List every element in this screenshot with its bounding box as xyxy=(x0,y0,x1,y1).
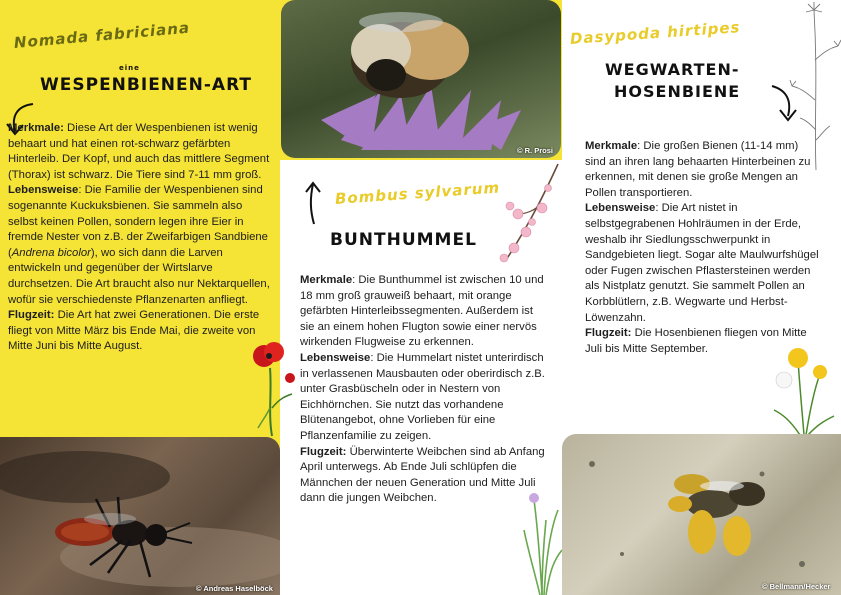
bombus-photo-credit: © R. Prosi xyxy=(517,146,553,155)
dasypoda-lebensweise-text: : Die Art nistet in selbstgegrabenen Hohlräumen in der Erde, weshalb ihr Siedlungsschwerpunkt in Sandgebieten liegt. Sogar alte Maulwurfshügel oder Fugen zwischen Pflastersteinen werden als Nistplatz genutzt. Sie sammelt Pollen an Korbblütlern, z.B. Wegwarte und Herbst-Löwenzahn. xyxy=(585,202,819,324)
dasypoda-title-line1: WEGWARTEN- xyxy=(605,60,740,79)
bumblebee-on-flower-illustration xyxy=(281,0,561,158)
dasypoda-merkmale-text: : Die großen Bienen (11-14 mm) sind an ihren lang behaarten Hinterbeinen zu erkennen, mit denen sie große Mengen an Pollen transportieren. xyxy=(585,140,811,199)
wasp-bee-illustration xyxy=(0,437,280,595)
dasypoda-photo-credit: © Bellmann/Hecker xyxy=(762,582,831,591)
dasypoda-lebensweise-label: Lebensweise xyxy=(585,202,656,215)
nomada-flugzeit-text: Die Art hat zwei Generationen. Die erste fliegt von Mitte März bis Ende Mai, die zweite von Mitte Juni bis Mitte August. xyxy=(8,309,260,353)
poppy-flower-icon xyxy=(250,338,296,438)
bombus-photo xyxy=(281,0,561,158)
dandelion-icon xyxy=(770,340,836,435)
nomada-lebensweise-text-2: ), wo sich dann die Larven entwickeln und gegenüber der Wirtslarve durchsetzen. Die Art braucht also nur Nektarquellen, wofür sie verschiedenste Pflanzenarten anfliegt. xyxy=(8,246,270,306)
bombus-lebensweise-text: : Die Hummelart nistet unterirdisch in verlassenen Mausbauten oder oberirdisch z.B. unter Grasbüscheln oder in Nestern von Eichhörnchen. Sie nutzt das vorhandene Blütenangebot, ohne Vorlieben für eine Pflanzenfamilie zu zeigen. xyxy=(300,351,545,442)
nomada-pre-label: eine xyxy=(119,64,140,72)
nomada-description xyxy=(8,121,270,355)
dasypoda-description xyxy=(585,139,821,357)
dasypoda-photo xyxy=(562,434,841,595)
nomada-flugzeit-label: Flugzeit: xyxy=(8,309,55,322)
dasypoda-merkmale-label: Merkmale xyxy=(585,140,638,152)
dasypoda-flugzeit-text: Die Hosenbienen fliegen von Mitte Juli bis Mitte September. xyxy=(585,327,807,355)
nomada-title: WESPENBIENEN-ART xyxy=(40,75,253,95)
bombus-flugzeit-text: Überwinterte Weibchen sind ab Anfang April unterwegs. Ab Ende Juli schlüpfen die Männchen der neuen Generation und Mitte Juli dann die jungen Weibchen. xyxy=(300,445,545,505)
bombus-species-name: Bombus sylvarum xyxy=(334,178,501,208)
nomada-lebensweise-label: Lebensweise xyxy=(8,184,79,197)
blossom-branch-icon xyxy=(496,160,564,270)
dasypoda-title-line2: HOSENBIENE xyxy=(614,82,741,101)
nomada-species-name: Nomada fabriciana xyxy=(13,18,191,52)
bombus-lebensweise-label: Lebensweise xyxy=(300,351,371,364)
nomada-photo-credit: © Andreas Haselböck xyxy=(196,584,273,593)
bombus-merkmale-label: Merkmale xyxy=(300,274,353,286)
nomada-lebensweise-italic: Andrena bicolor xyxy=(11,246,91,259)
dasypoda-flugzeit-label: Flugzeit: xyxy=(585,327,632,340)
bombus-title: BUNTHUMMEL xyxy=(330,230,477,250)
nomada-merkmale-text: Diese Art der Wespenbienen ist wenig behaart und hat einen rot-schwarz gefärbten Hinterleib. Der Kopf, und auch das mittlere Segment (Thorax) ist schwarz. Die Tiere sind 7-11 mm groß. xyxy=(8,122,270,181)
bombus-description xyxy=(300,273,550,507)
bombus-merkmale-text: : Die Bunthummel ist zwischen 10 und 18 mm groß grauweiß behaart, mit orange gefärbten Hinterleibssegmenten. Außerdem ist sie an einem hohen Flugton sowie einer nervös wirkenden Flugweise zu erkennen. xyxy=(300,274,544,349)
grass-plant-icon xyxy=(520,480,564,595)
nomada-photo xyxy=(0,437,280,595)
nomada-lebensweise-text-1: : Die Familie der Wespenbienen sind sogenannte Kuckuksbienen. Sie sammeln also selbst keinen Pollen, sondern legen ihre Eier in fremde Nester von z.B. der Zweifarbigen Sandbiene ( xyxy=(8,184,268,259)
bombus-flugzeit-label: Flugzeit: xyxy=(300,445,347,458)
up-arrow-icon xyxy=(300,180,326,226)
dasypoda-species-name: Dasypoda hirtipes xyxy=(569,18,741,48)
nomada-merkmale-label: Merkmale: xyxy=(8,122,64,134)
hosenbiene-illustration xyxy=(562,434,841,595)
